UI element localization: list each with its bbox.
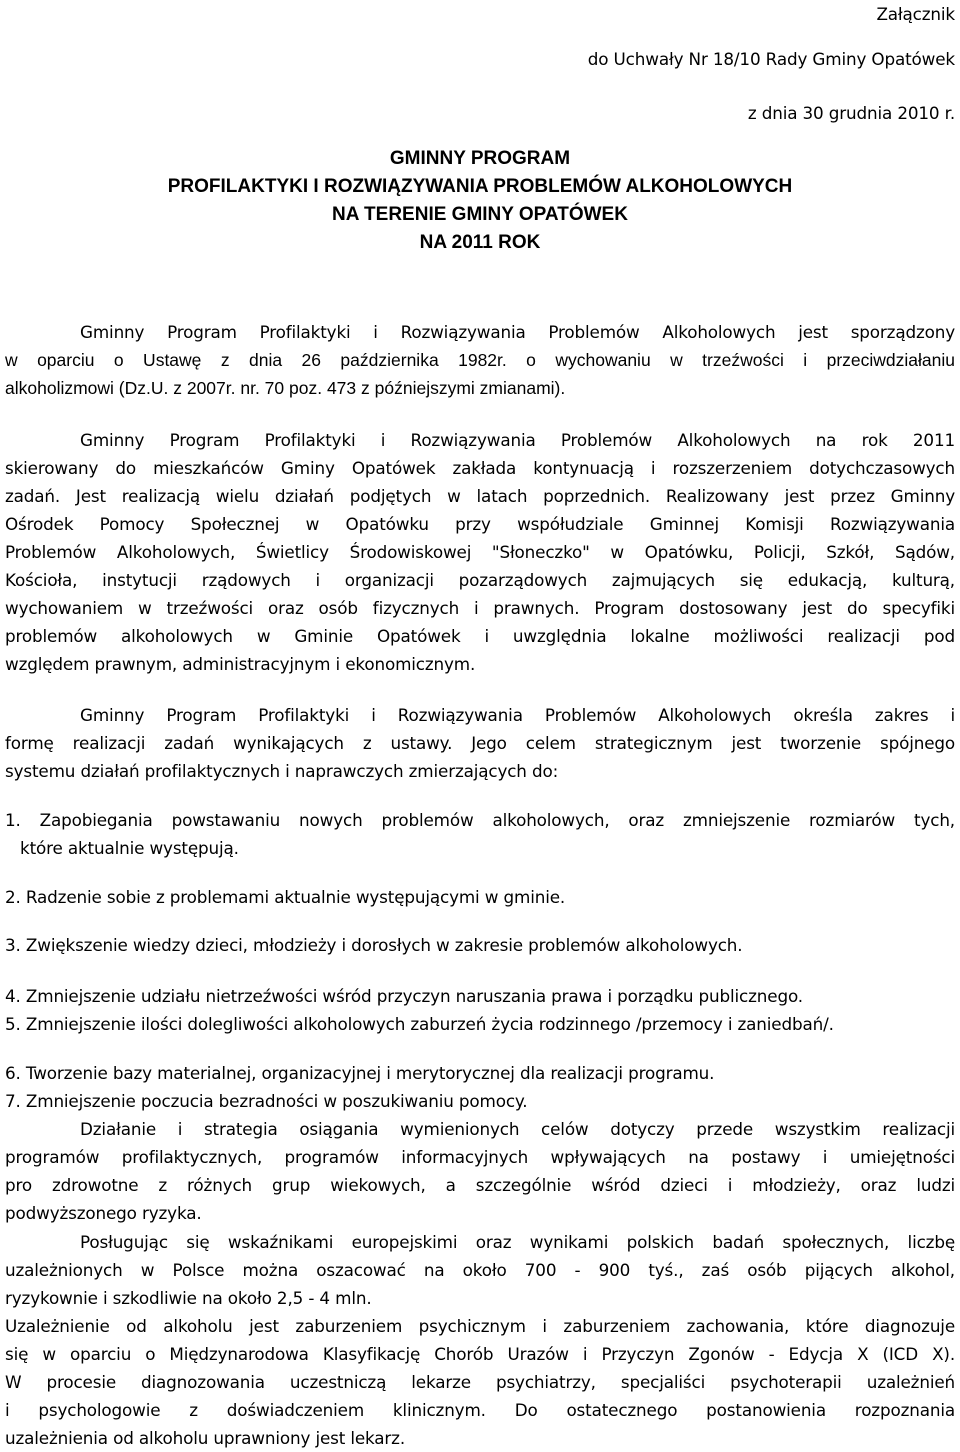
paragraph-5-line-3: ryzykownie i szkodliwie na około 2,5 - 4 mln. — [5, 1288, 372, 1308]
paragraph-3-line-2: formę realizacji zadań wynikających z ustawy. Jego celem strategicznym jest tworzenie spójnego — [5, 733, 955, 753]
paragraph-1-line-1: Gminny Program Profilaktyki i Rozwiązywania Problemów Alkoholowych jest sporządzony — [80, 322, 955, 342]
goal-item-4: 4. Zmniejszenie udziału nietrzeźwości wśród przyczyn naruszania prawa i porządku publicznego. — [5, 986, 803, 1006]
paragraph-6-line-5: uzależnienia od alkoholu uprawniony jest lekarz. — [5, 1428, 406, 1448]
goal-item-2: 2. Radzenie sobie z problemami aktualnie występującymi w gminie. — [5, 887, 566, 907]
paragraph-2-line-1: Gminny Program Profilaktyki i Rozwiązywania Problemów Alkoholowych na rok 2011 — [80, 430, 955, 450]
goal-item-6: 6. Tworzenie bazy materialnej, organizacyjnej i merytorycznej dla realizacji programu. — [5, 1063, 715, 1083]
paragraph-1-line-2: w oparciu o Ustawę z dnia 26 października 1982r. o wychowaniu w trzeźwości i przeciwdziałaniu — [5, 350, 955, 370]
paragraph-2-line-8: problemów alkoholowych w Gminie Opatówek i uwzględnia lokalne możliwości realizacji pod — [5, 626, 955, 646]
paragraph-2-line-9: względem prawnym, administracyjnym i ekonomicznym. — [5, 654, 476, 674]
resolution-reference: do Uchwały Nr 18/10 Rady Gminy Opatówek — [587, 49, 955, 69]
goal-item-3: 3. Zwiększenie wiedzy dzieci, młodzieży i dorosłych w zakresie problemów alkoholowych. — [5, 935, 743, 955]
paragraph-6-line-4: i psychologowie z doświadczeniem klinicznym. Do ostatecznego postanowienia rozpoznania — [5, 1400, 955, 1420]
paragraph-2-line-5: Problemów Alkoholowych, Świetlicy Środowiskowej "Słoneczko" w Opatówku, Policji, Szkół, Sądów, — [5, 542, 955, 562]
paragraph-3-line-3: systemu działań profilaktycznych i naprawczych zmierzających do: — [5, 761, 559, 781]
paragraph-2-line-2: skierowany do mieszkańców Gminy Opatówek zakłada kontynuacją i rozszerzeniem dotychczasowych — [5, 458, 955, 478]
paragraph-4-line-2: programów profilaktycznych, programów informacyjnych wpływających na postawy i umiejętności — [5, 1147, 955, 1167]
goal-item-1: 1. Zapobiegania powstawaniu nowych problemów alkoholowych, oraz zmniejszenie rozmiarów tych, — [5, 810, 955, 830]
paragraph-2-line-7: wychowaniem w trzeźwości oraz osób fizycznych i prawnych. Program dostosowany jest do specyfiki — [5, 598, 955, 618]
paragraph-4-line-1: Działanie i strategia osiągania wymienionych celów dotyczy przede wszystkim realizacji — [80, 1119, 955, 1139]
title-line-2: PROFILAKTYKI I ROZWIĄZYWANIA PROBLEMÓW ALKOHOLOWYCH — [167, 176, 793, 197]
paragraph-6-line-2: się w oparciu o Międzynarodowa Klasyfikację Chorób Urazów i Przyczyn Zgonów - Edycja X (ICD X). — [5, 1344, 955, 1364]
paragraph-2-line-4: Ośrodek Pomocy Społecznej w Opatówku przy współudziale Gminnej Komisji Rozwiązywania — [5, 514, 955, 534]
attachment-label: Załącznik — [876, 4, 955, 24]
paragraph-4-line-4: podwyższonego ryzyka. — [5, 1203, 202, 1223]
paragraph-6-line-3: W procesie diagnozowania uczestniczą lekarze psychiatrzy, specjaliści psychoterapii uzależnień — [5, 1372, 955, 1392]
goal-item-7: 7. Zmniejszenie poczucia bezradności w poszukiwaniu pomocy. — [5, 1091, 528, 1111]
paragraph-5-line-1: Posługując się wskaźnikami europejskimi oraz wynikami polskich badań społecznych, liczbę — [80, 1232, 955, 1252]
paragraph-6-line-1: Uzależnienie od alkoholu jest zaburzeniem psychicznym i zaburzeniem zachowania, które diagnozuje — [5, 1316, 955, 1336]
paragraph-2-line-6: Kościoła, instytucji rządowych i organizacji pozarządowych zajmujących się edukacją, kulturą, — [5, 570, 955, 590]
title-line-4: NA 2011 ROK — [419, 232, 541, 253]
paragraph-1-line-3: alkoholizmowi (Dz.U. z 2007r. nr. 70 poz. 473 z późniejszymi zmianami). — [5, 378, 566, 398]
goal-item-5: 5. Zmniejszenie ilości dolegliwości alkoholowych zaburzeń życia rodzinnego /przemocy i zaniedbań/. — [5, 1014, 834, 1034]
paragraph-3-line-1: Gminny Program Profilaktyki i Rozwiązywania Problemów Alkoholowych określa zakres i — [80, 705, 955, 725]
goal-item-1-continued: które aktualnie występują. — [20, 838, 239, 858]
title-line-1: GMINNY PROGRAM — [389, 148, 571, 169]
paragraph-4-line-3: pro zdrowotne z różnych grup wiekowych, a szczególnie wśród dzieci i młodzieży, oraz ludzi — [5, 1175, 955, 1195]
resolution-date: z dnia 30 grudnia 2010 r. — [747, 103, 955, 123]
paragraph-2-line-3: zadań. Jest realizacją wielu działań podjętych w latach poprzednich. Realizowany jest przez Gminny — [5, 486, 955, 506]
title-line-3: NA TERENIE GMINY OPATÓWEK — [332, 204, 628, 225]
paragraph-5-line-2: uzależnionych w Polsce można oszacować na około 700 - 900 tyś., zaś osób pijących alkohol, — [5, 1260, 955, 1280]
